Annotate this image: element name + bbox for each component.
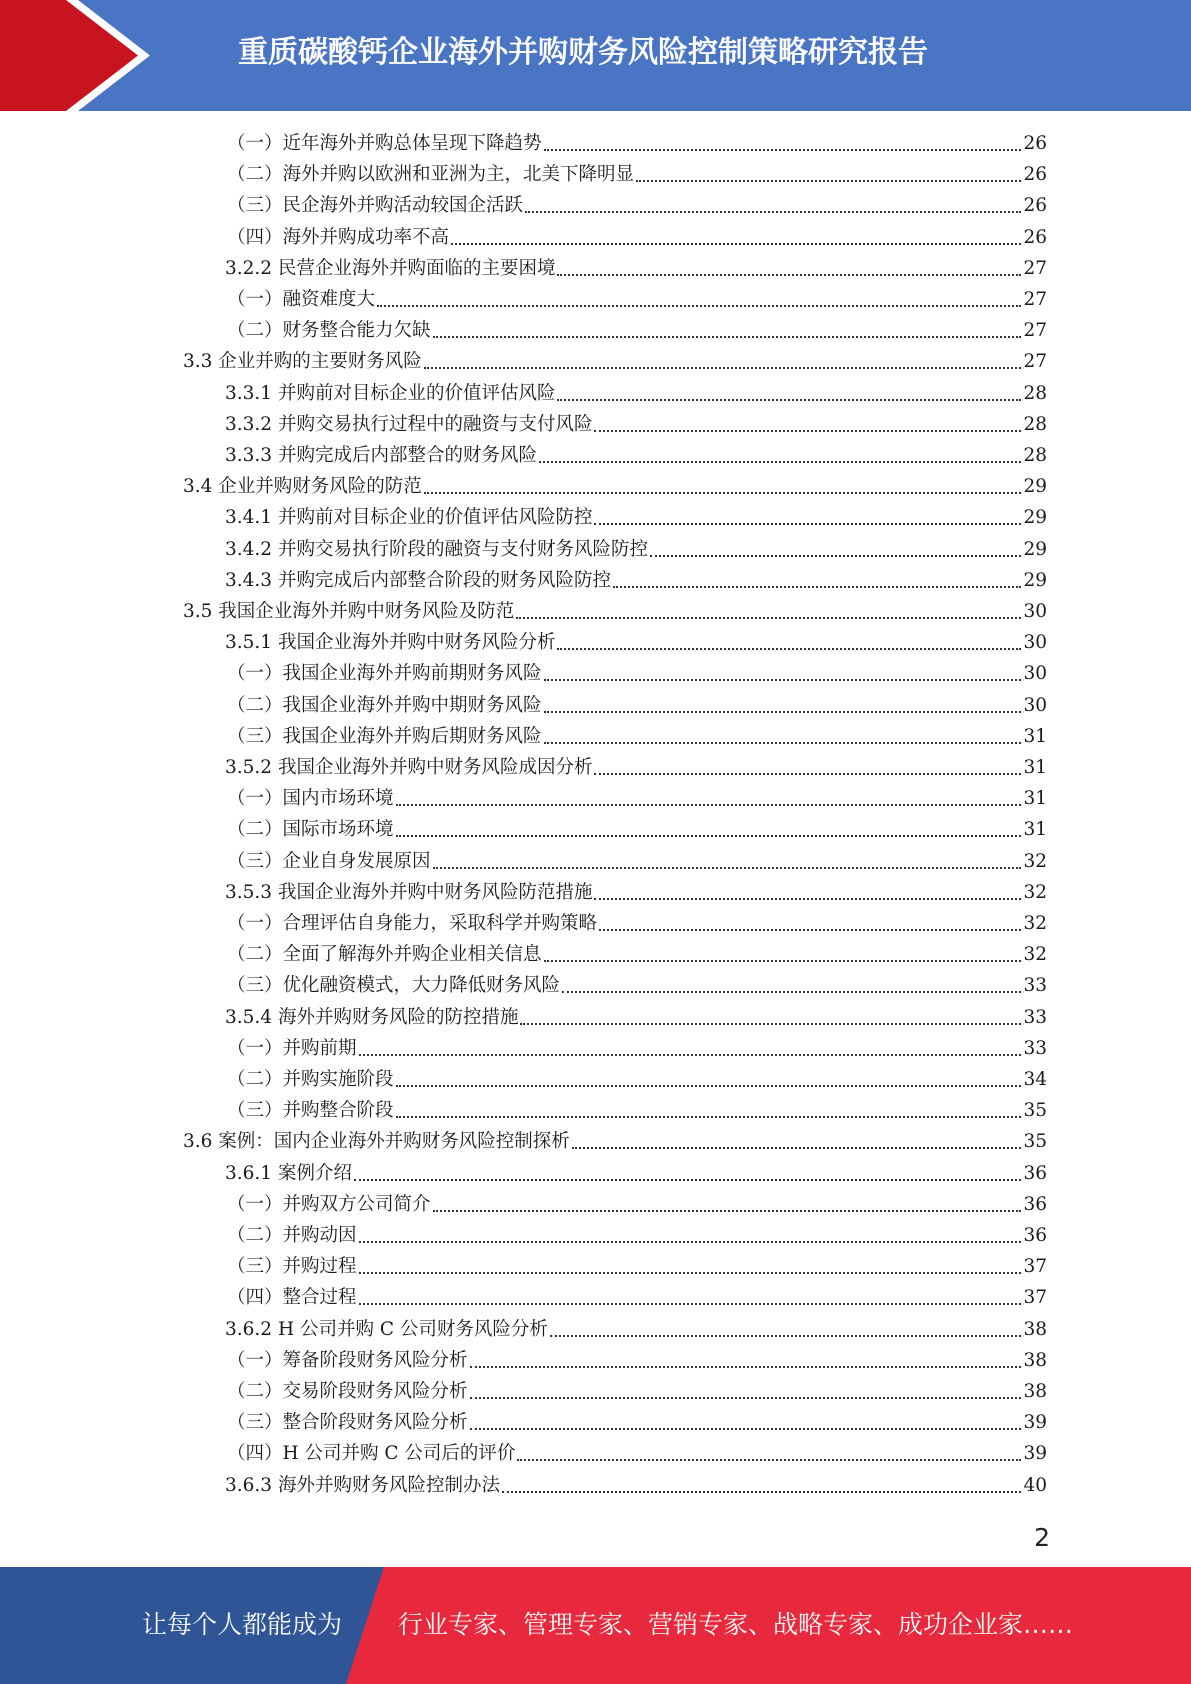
- toc-entry-page: 26: [1023, 226, 1047, 248]
- toc-dot-leader: [433, 1189, 1022, 1212]
- toc-entry[interactable]: [225, 502, 1047, 533]
- toc-dot-leader: [396, 1095, 1022, 1118]
- toc-entry[interactable]: [227, 783, 1047, 814]
- toc-entry-page: 35: [1023, 1131, 1047, 1153]
- toc-entry-page: 32: [1023, 881, 1047, 903]
- toc-dot-leader: [572, 1126, 1022, 1149]
- toc-dot-leader: [557, 627, 1021, 650]
- toc-entry-page: 37: [1023, 1287, 1047, 1309]
- toc-entry[interactable]: [227, 1407, 1047, 1438]
- toc-entry-title: 3.5.2 我国企业海外并购中财务风险成因分析: [225, 757, 593, 778]
- toc-entry-page: 39: [1023, 1412, 1047, 1434]
- toc-dot-leader: [599, 908, 1021, 931]
- toc-entry[interactable]: [227, 721, 1047, 752]
- toc-dot-leader: [354, 1158, 1022, 1181]
- toc-entry-title: （一）近年海外并购总体呈现下降趋势: [227, 133, 542, 154]
- toc-entry-title: （二）国际市场环境: [227, 819, 394, 841]
- toc-entry-title: （四）整合过程: [227, 1287, 357, 1309]
- toc-entry-title: （三）整合阶段财务风险分析: [227, 1412, 468, 1434]
- toc-entry-title: 3.4.3 并购完成后内部整合阶段的财务风险防控: [225, 569, 611, 591]
- toc-entry-page: 32: [1023, 913, 1047, 934]
- toc-entry[interactable]: [227, 1438, 1047, 1469]
- toc-entry-title: （一）筹备阶段财务风险分析: [227, 1349, 468, 1371]
- toc-entry[interactable]: [227, 159, 1047, 190]
- toc-entry-title: （二）并购实施阶段: [227, 1069, 394, 1090]
- toc-entry-title: 3.6.2 H 公司并购 C 公司财务风险分析: [225, 1318, 548, 1340]
- toc-entry-page: 34: [1023, 1069, 1047, 1090]
- footer-slogan-left: 让每个人都能成为: [142, 1610, 343, 1639]
- toc-entry[interactable]: [225, 752, 1047, 783]
- report-title: 重质碳酸钙企业海外并购财务风险控制策略研究报告: [238, 35, 928, 70]
- toc-entry-title: （三）并购过程: [227, 1256, 357, 1278]
- toc-entry-page: 29: [1023, 538, 1047, 560]
- toc-entry-title: 3.5.1 我国企业海外并购中财务风险分析: [225, 632, 556, 654]
- toc-entry-title: （二）全面了解海外并购企业相关信息: [227, 944, 542, 966]
- toc-entry-page: 36: [1023, 1193, 1047, 1215]
- toc-entry[interactable]: [227, 1095, 1047, 1126]
- toc-entry-title: （一）合理评估自身能力，采取科学并购策略: [227, 913, 598, 934]
- toc-entry-page: 32: [1023, 944, 1047, 966]
- toc-dot-leader: [594, 409, 1021, 432]
- toc-entry-page: 28: [1023, 413, 1047, 435]
- toc-entry[interactable]: [227, 658, 1047, 689]
- toc-entry[interactable]: [183, 346, 1047, 377]
- toc-dot-leader: [424, 346, 1022, 369]
- toc-entry[interactable]: [183, 471, 1047, 502]
- toc-entry-title: 3.6.1 案例介绍: [225, 1162, 352, 1184]
- toc-entry-page: 31: [1023, 788, 1047, 810]
- toc-entry-page: 33: [1023, 1006, 1047, 1028]
- toc-entry-page: 30: [1023, 601, 1047, 622]
- toc-dot-leader: [557, 253, 1021, 276]
- toc-dot-leader: [451, 222, 1021, 245]
- toc-entry-page: 40: [1023, 1474, 1047, 1496]
- toc-dot-leader: [544, 658, 1022, 681]
- toc-entry-page: 28: [1023, 445, 1047, 466]
- toc-entry-page: 30: [1023, 663, 1047, 685]
- toc-entry-page: 29: [1023, 569, 1047, 591]
- toc-entry[interactable]: [227, 315, 1047, 346]
- toc-entry-title: （二）海外并购以欧洲和亚洲为主，北美下降明显: [227, 164, 635, 186]
- toc-entry[interactable]: [227, 284, 1047, 315]
- toc-entry-page: 36: [1023, 1162, 1047, 1184]
- toc-entry[interactable]: [225, 440, 1047, 471]
- chevron-arrow-icon: [0, 0, 170, 111]
- toc-entry-page: 29: [1023, 507, 1047, 529]
- toc-entry-page: 32: [1023, 850, 1047, 872]
- toc-dot-leader: [424, 471, 1022, 494]
- toc-dot-leader: [470, 1345, 1022, 1368]
- toc-entry-title: 3.2.2 民营企业海外并购面临的主要困境: [225, 257, 556, 279]
- toc-dot-leader: [470, 1376, 1022, 1399]
- toc-entry-page: 26: [1023, 164, 1047, 186]
- toc-entry-page: 35: [1023, 1100, 1047, 1122]
- toc-entry-page: 37: [1023, 1256, 1047, 1278]
- toc-dot-leader: [613, 565, 1021, 588]
- toc-entry[interactable]: [225, 534, 1047, 565]
- toc-entry-page: 28: [1023, 382, 1047, 404]
- page-footer: [0, 1567, 1191, 1684]
- toc-entry-page: 26: [1023, 133, 1047, 154]
- toc-entry[interactable]: [225, 877, 1047, 908]
- toc-entry-title: （三）优化融资模式，大力降低财务风险: [227, 975, 561, 997]
- toc-entry-title: 3.3.1 并购前对目标企业的价值评估风险: [225, 382, 556, 404]
- toc-dot-leader: [636, 159, 1021, 182]
- toc-entry[interactable]: [227, 1345, 1047, 1376]
- toc-entry-title: 3.4.2 并购交易执行阶段的融资与支付财务风险防控: [225, 538, 648, 560]
- toc-entry[interactable]: [227, 690, 1047, 721]
- toc-entry-title: （一）并购前期: [227, 1037, 357, 1059]
- toc-dot-leader: [433, 846, 1022, 869]
- toc-entry[interactable]: [227, 190, 1047, 221]
- toc-entry[interactable]: [227, 1033, 1047, 1064]
- toc-entry[interactable]: [227, 222, 1047, 253]
- toc-entry-page: 27: [1023, 289, 1047, 310]
- toc-entry-page: 33: [1023, 975, 1047, 997]
- page-header: [0, 0, 1191, 111]
- toc-dot-leader: [525, 190, 1021, 213]
- toc-entry-page: 30: [1023, 632, 1047, 654]
- toc-entry-page: 36: [1023, 1225, 1047, 1246]
- toc-dot-leader: [520, 1002, 1021, 1025]
- toc-entry-page: 27: [1023, 257, 1047, 279]
- toc-entry[interactable]: [225, 1470, 1047, 1501]
- toc-entry-page: 30: [1023, 694, 1047, 716]
- toc-dot-leader: [557, 378, 1021, 401]
- toc-dot-leader: [594, 752, 1021, 775]
- toc-entry-page: 29: [1023, 476, 1047, 498]
- toc-entry-page: 31: [1023, 757, 1047, 778]
- toc-dot-leader: [396, 814, 1022, 837]
- toc-entry-title: （二）并购动因: [227, 1225, 357, 1246]
- toc-entry[interactable]: [227, 908, 1047, 939]
- toc-dot-leader: [544, 721, 1022, 744]
- toc-entry[interactable]: [225, 253, 1047, 284]
- toc-entry-title: （三）企业自身发展原因: [227, 850, 431, 872]
- toc-entry[interactable]: [225, 627, 1047, 658]
- toc-entry-page: 39: [1023, 1443, 1047, 1465]
- toc-entry[interactable]: [227, 1220, 1047, 1251]
- toc-entry-page: 31: [1023, 725, 1047, 747]
- toc-entry-title: 3.6 案例：国内企业海外并购财务风险控制探析: [183, 1131, 570, 1153]
- toc-dot-leader: [562, 970, 1021, 993]
- toc-dot-leader: [396, 1064, 1022, 1087]
- toc-entry[interactable]: [225, 1002, 1047, 1033]
- toc-entry[interactable]: [183, 1126, 1047, 1157]
- toc-entry-title: 3.5.4 海外并购财务风险的防控措施: [225, 1006, 519, 1028]
- toc-entry-page: 27: [1023, 351, 1047, 373]
- toc-entry[interactable]: [227, 970, 1047, 1001]
- toc-dot-leader: [359, 1220, 1022, 1243]
- toc-entry-title: （三）我国企业海外并购后期财务风险: [227, 725, 542, 747]
- toc-entry[interactable]: [227, 1376, 1047, 1407]
- toc-entry-title: （一）并购双方公司简介: [227, 1193, 431, 1215]
- toc-entry-title: 3.3.2 并购交易执行过程中的融资与支付风险: [225, 413, 593, 435]
- toc-dot-leader: [544, 128, 1022, 151]
- toc-entry-title: （四）海外并购成功率不高: [227, 226, 450, 248]
- toc-dot-leader: [544, 690, 1022, 713]
- toc-entry-title: （二）交易阶段财务风险分析: [227, 1381, 468, 1402]
- toc-dot-leader: [396, 783, 1022, 806]
- toc-dot-leader: [470, 1407, 1022, 1430]
- toc-entry-page: 26: [1023, 195, 1047, 217]
- toc-entry-title: 3.3.3 并购完成后内部整合的财务风险: [225, 445, 537, 466]
- toc-entry-page: 31: [1023, 819, 1047, 841]
- toc-entry-title: （一）我国企业海外并购前期财务风险: [227, 663, 542, 685]
- toc-entry[interactable]: [225, 378, 1047, 409]
- toc-dot-leader: [594, 502, 1021, 525]
- toc-entry[interactable]: [183, 596, 1047, 627]
- toc-dot-leader: [433, 315, 1022, 338]
- toc-entry-page: 38: [1023, 1318, 1047, 1340]
- toc-entry-title: 3.5.3 我国企业海外并购中财务风险防范措施: [225, 881, 593, 903]
- toc-entry-title: 3.6.3 海外并购财务风险控制办法: [225, 1474, 500, 1496]
- toc-entry[interactable]: [227, 814, 1047, 845]
- toc-entry-title: 3.5 我国企业海外并购中财务风险及防范: [183, 601, 515, 622]
- toc-entry-title: （四）H 公司并购 C 公司后的评价: [227, 1443, 516, 1465]
- toc-dot-leader: [544, 939, 1022, 962]
- toc-dot-leader: [539, 440, 1021, 463]
- toc-entry[interactable]: [227, 846, 1047, 877]
- toc-entry[interactable]: [225, 409, 1047, 440]
- toc-dot-leader: [377, 284, 1021, 307]
- toc-entry-title: （一）国内市场环境: [227, 788, 394, 810]
- page-number: 2: [1034, 1523, 1050, 1552]
- toc-dot-leader: [502, 1470, 1021, 1493]
- toc-entry[interactable]: [225, 1158, 1047, 1189]
- toc-entry-title: 3.4.1 并购前对目标企业的价值评估风险防控: [225, 507, 593, 529]
- toc-entry-title: （一）融资难度大: [227, 289, 376, 310]
- toc-dot-leader: [359, 1282, 1022, 1305]
- toc-entry-title: （三）并购整合阶段: [227, 1100, 394, 1122]
- toc-entry[interactable]: [227, 1251, 1047, 1282]
- toc-dot-leader: [359, 1033, 1022, 1056]
- toc-entry-title: （二）财务整合能力欠缺: [227, 320, 431, 342]
- toc-dot-leader: [550, 1314, 1022, 1337]
- toc-entry[interactable]: [227, 128, 1047, 159]
- toc-entry[interactable]: [225, 565, 1047, 596]
- toc-entry[interactable]: [227, 1064, 1047, 1095]
- toc-entry[interactable]: [227, 1189, 1047, 1220]
- toc-entry-page: 38: [1023, 1381, 1047, 1402]
- toc-entry[interactable]: [227, 1282, 1047, 1313]
- toc-entry[interactable]: [227, 939, 1047, 970]
- toc-entry-page: 33: [1023, 1037, 1047, 1059]
- toc-entry-page: 38: [1023, 1349, 1047, 1371]
- toc-dot-leader: [594, 877, 1021, 900]
- toc-entry-title: 3.3 企业并购的主要财务风险: [183, 351, 422, 373]
- toc-entry-title: （二）我国企业海外并购中期财务风险: [227, 694, 542, 716]
- toc-entry-title: （三）民企海外并购活动较国企活跃: [227, 195, 524, 217]
- toc-dot-leader: [516, 596, 1021, 619]
- toc-dot-leader: [517, 1438, 1021, 1461]
- toc-dot-leader: [650, 534, 1021, 557]
- toc-entry-title: 3.4 企业并购财务风险的防范: [183, 476, 422, 498]
- toc-entry[interactable]: [225, 1314, 1047, 1345]
- toc-dot-leader: [359, 1251, 1022, 1274]
- toc-entry-page: 27: [1023, 320, 1047, 342]
- footer-slogan-right: 行业专家、管理专家、营销专家、战略专家、成功企业家……: [398, 1610, 1074, 1639]
